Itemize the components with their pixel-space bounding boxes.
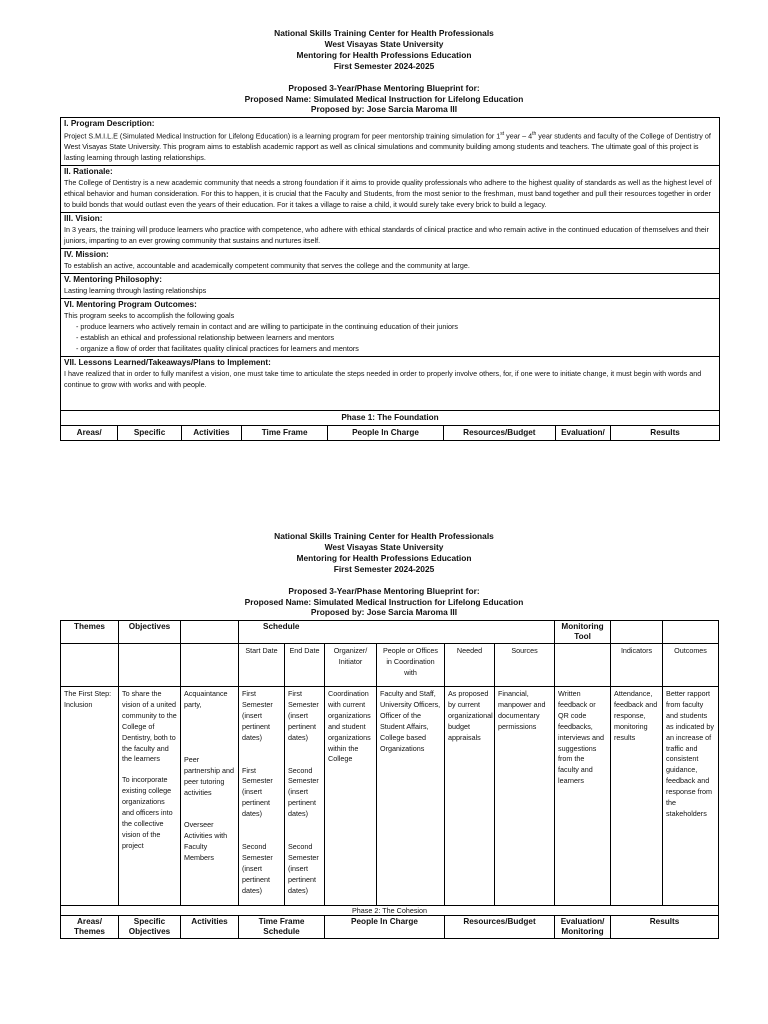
subheader-needed: Needed (445, 644, 495, 687)
section-body: The College of Dentistry is a new academic community that needs a strong foundation if it aims to provide quality professionals who adhere to the highest quality of standards as well as the highest level of ethical behavior and human consideration. For this to happen, it is crucial that the Faculty and Students, from the most senior to the freshman, must band together and pull their resources together in order to build bonds that would outlast even the years of their education. For it takes a village to raise a child, it would surely take every brick to build a legacy. (64, 178, 712, 210)
phase-2-title: Phase 2: The Cohesion (61, 906, 719, 916)
col-results: Results (611, 916, 719, 939)
cell-outcomes: Better rapport from faculty and students as indicated by an increase of traffic and consistent guidance, feedback and response from the stakeholders (663, 687, 719, 906)
activity-3: Overseer Activities with Faculty Members (184, 820, 228, 863)
program-table (60, 117, 720, 441)
subheader-outcomes: Outcomes (663, 644, 719, 687)
semester: First Semester 2024-2025 (333, 563, 435, 574)
col-time-frame: Time Frame (242, 426, 328, 440)
section-title: V. Mentoring Philosophy: (64, 275, 162, 285)
cell-start-date (239, 687, 285, 906)
end-2: Second Semester (insert pertinent dates) (288, 765, 319, 819)
end-3: Second Semester (insert pertinent dates) (288, 842, 319, 895)
section-body: Project S.M.I.L.E (Simulated Medical Instruction for Lifelong Education) is a learning program for peer mentorship training simulation for 1st year – 4th year students and faculty of the College of Dentistry of West Visayas State University. This program aims to establish academic rapport as well as clinical simulations and community building among students and teachers. The ultimate goal of this project is lasting learning through lasting relationships. (64, 131, 711, 163)
program-name: Mentoring for Health Professions Education (296, 49, 472, 60)
subheader-blank (119, 644, 181, 687)
schedule-subheader-row (61, 644, 719, 687)
university-name: West Visayas State University (324, 541, 444, 552)
cell-monitoring-tool: Written feedback or QR code feedbacks, interviews and suggestions from the faculty and learners (555, 687, 611, 906)
subheader-blank (61, 644, 119, 687)
cell-activities (181, 687, 239, 906)
university-name: West Visayas State University (324, 38, 444, 49)
blueprint-title: Proposed 3-Year/Phase Mentoring Blueprint for: (288, 585, 480, 596)
header-schedule: Schedule (239, 621, 555, 644)
section-title: VI. Mentoring Program Outcomes: (64, 300, 197, 310)
outcome-item: - organize a flow of order that facilitates quality clinical practices for learners and mentors (76, 344, 359, 354)
header-blank (181, 621, 239, 644)
subheader-start-date: Start Date (239, 644, 285, 687)
section-body: I have realized that in order to fully manifest a vision, one must take time to articulate the steps needed in order to properly involve others, for, if one were to initiate change, it must begin with words and continue to grow with works and with people. (64, 369, 702, 390)
col-time-frame-schedule: Time Frame Schedule (239, 916, 325, 939)
col-areas-themes: Areas/ Themes (61, 916, 119, 939)
schedule-header-row (61, 621, 719, 644)
blueprint-title: Proposed 3-Year/Phase Mentoring Blueprint for: (288, 82, 480, 93)
col-activities: Activities (182, 426, 242, 440)
org-name: National Skills Training Center for Health Professionals (274, 28, 494, 38)
cell-organizer: Coordination with current organizations and student organizations within the College (325, 687, 377, 906)
program-name: Mentoring for Health Professions Education (296, 552, 472, 563)
outcomes-section (61, 299, 719, 357)
header-themes: Themes (61, 621, 119, 644)
subheader-sources: Sources (495, 644, 555, 687)
phase-2-columns (61, 916, 719, 939)
proposed-name: Proposed Name: Simulated Medical Instruction for Lifelong Education (244, 93, 524, 104)
col-resources-budget: Resources/Budget (444, 426, 556, 440)
vision-section (61, 213, 719, 249)
subheader-blank (555, 644, 611, 687)
cell-theme: The First Step: Inclusion (61, 687, 119, 906)
rationale-section (61, 166, 719, 213)
col-activities: Activities (181, 916, 239, 939)
section-title: III. Vision: (64, 214, 103, 224)
cell-coordination: Faculty and Staff, University Officers, Officer of the Student Affairs, College based Organizations (377, 687, 445, 906)
header-objectives: Objectives (119, 621, 181, 644)
proposed-by: Proposed by: Jose Sarcia Maroma III (310, 607, 458, 618)
start-2: First Semester (insert pertinent dates) (242, 765, 273, 819)
header-blank (611, 621, 663, 644)
subheader-end-date: End Date (285, 644, 325, 687)
section-body: In 3 years, the training will produce learners who practice with competence, who adhere with ethical standards of clinical practice and who remain active in the continued education of themselves and their juniors, imparting to an ever growing community that sustains and nurtures itself. (64, 225, 709, 246)
col-evaluation: Evaluation/ (556, 426, 611, 440)
section-title: I. Program Description: (64, 119, 155, 128)
objective-2: To incorporate existing college organizations and officers into the collective vision of the project (122, 775, 173, 850)
proposed-name: Proposed Name: Simulated Medical Instruction for Lifelong Education (244, 596, 524, 607)
activity-2: Peer partnership and peer tutoring activities (184, 754, 234, 797)
section-body: Lasting learning through lasting relationships (64, 286, 207, 296)
phase-1-title: Phase 1: The Foundation (61, 411, 719, 426)
col-evaluation-monitoring: Evaluation/ Monitoring (555, 916, 611, 939)
cell-needed: As proposed by current organizational budget appraisals (445, 687, 495, 906)
cell-indicators: Attendance, feedback and response, monitoring results (611, 687, 663, 906)
cell-objectives (119, 687, 181, 906)
mission-section (61, 249, 719, 274)
col-resources-budget: Resources/Budget (445, 916, 555, 939)
page-2-header (0, 531, 768, 618)
philosophy-section (61, 274, 719, 299)
phase-1-columns (61, 426, 719, 441)
section-title: IV. Mission: (64, 250, 109, 260)
col-results: Results (650, 428, 680, 438)
section-title: II. Rationale: (64, 167, 113, 177)
phase-2-row (61, 906, 719, 916)
outcomes-intro: This program seeks to accomplish the following goals (64, 311, 235, 321)
header-blank (663, 621, 719, 644)
subheader-organizer: Organizer/ Initiator (325, 644, 377, 687)
lessons-section (61, 357, 719, 411)
col-people-in-charge: People In Charge (325, 916, 445, 939)
proposed-by: Proposed by: Jose Sarcia Maroma III (310, 104, 458, 115)
objective-1: To share the vision of a united community to the College of Dentistry, both to the faculty and the learners (122, 689, 177, 764)
header-monitoring-tool: Monitoring Tool (555, 621, 611, 644)
col-people-in-charge: People In Charge (328, 426, 444, 440)
schedule-body-row (61, 687, 719, 906)
section-body: To establish an active, accountable and academically competent community that serves the college and the community at large. (64, 261, 470, 271)
section-title: VII. Lessons Learned/Takeaways/Plans to Implement: (64, 358, 271, 368)
col-areas: Areas/ (61, 426, 118, 440)
start-1: First Semester (insert pertinent dates) (242, 689, 273, 742)
schedule-table (60, 620, 719, 939)
subheader-indicators: Indicators (611, 644, 663, 687)
activity-1: Acquaintance party, (184, 689, 228, 709)
subheader-coordination: People or Offices in Coordination with (377, 644, 445, 687)
col-specific-objectives: Specific Objectives (119, 916, 181, 939)
page-1-header (0, 28, 768, 115)
org-name: National Skills Training Center for Health Professionals (274, 531, 494, 541)
start-3: Second Semester (insert pertinent dates) (242, 842, 273, 895)
outcome-item: - establish an ethical and professional relationship between learners and mentors (76, 333, 335, 343)
program-description-section (61, 118, 719, 166)
cell-sources: Financial, manpower and documentary permissions (495, 687, 555, 906)
col-specific: Specific (118, 426, 181, 440)
section-body (64, 310, 716, 354)
cell-end-date (285, 687, 325, 906)
end-1: First Semester (insert pertinent dates) (288, 689, 319, 742)
subheader-blank (181, 644, 239, 687)
outcome-item: - produce learners who actively remain in contact and are willing to participate in the continuing education of their juniors (76, 322, 458, 332)
semester: First Semester 2024-2025 (333, 60, 435, 71)
